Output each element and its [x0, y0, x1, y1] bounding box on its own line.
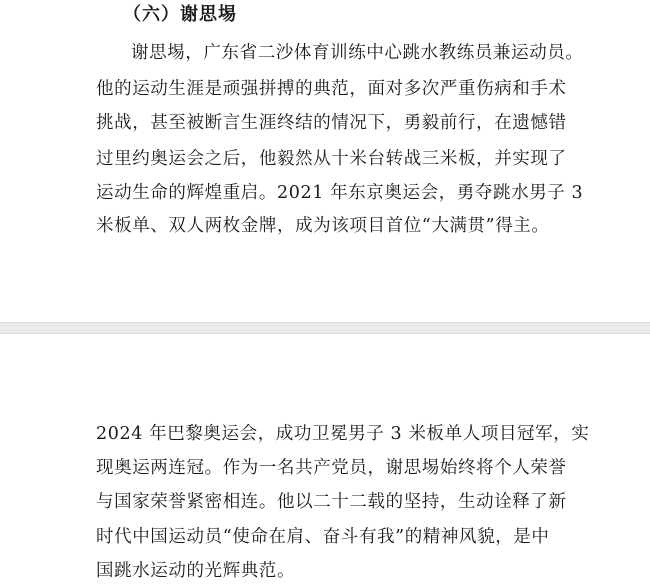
paragraph-line: 挑战，甚至被断言生涯终结的情况下，勇毅前行，在遗憾错 — [96, 113, 567, 133]
paragraph-line: 运动生命的辉煌重启。2021 年东京奥运会，勇夺跳水男子 3 — [96, 183, 584, 203]
section-heading: （六）谢思埸 — [123, 4, 237, 25]
paragraph-line: 米板单、双人两枚金牌，成为该项目首位“大满贯”得主。 — [96, 216, 550, 236]
document-page-bottom — [0, 334, 650, 584]
paragraph-line: 过里约奥运会之后，他毅然从十米台转战三米板，并实现了 — [96, 149, 567, 169]
paragraph-line: 他的运动生涯是顽强拼搏的典范，面对多次严重伤病和手术 — [96, 79, 567, 99]
paragraph-line: 与国家荣誉紧密相连。他以二十二载的坚持，生动诠释了新 — [96, 492, 567, 512]
paragraph-line: 现奥运两连冠。作为一名共产党员，谢思埸始终将个人荣誉 — [96, 458, 567, 478]
paragraph-line: 2024 年巴黎奥运会，成功卫冕男子 3 米板单人项目冠军，实 — [96, 424, 590, 444]
paragraph-line: 国跳水运动的光辉典范。 — [96, 561, 296, 581]
paragraph-line: 谢思埸，广东省二沙体育训练中心跳水教练员兼运动员。 — [131, 43, 584, 63]
page-separator — [0, 322, 650, 334]
paragraph-line: 时代中国运动员“使命在肩、奋斗有我”的精神风貌，是中 — [96, 527, 550, 547]
